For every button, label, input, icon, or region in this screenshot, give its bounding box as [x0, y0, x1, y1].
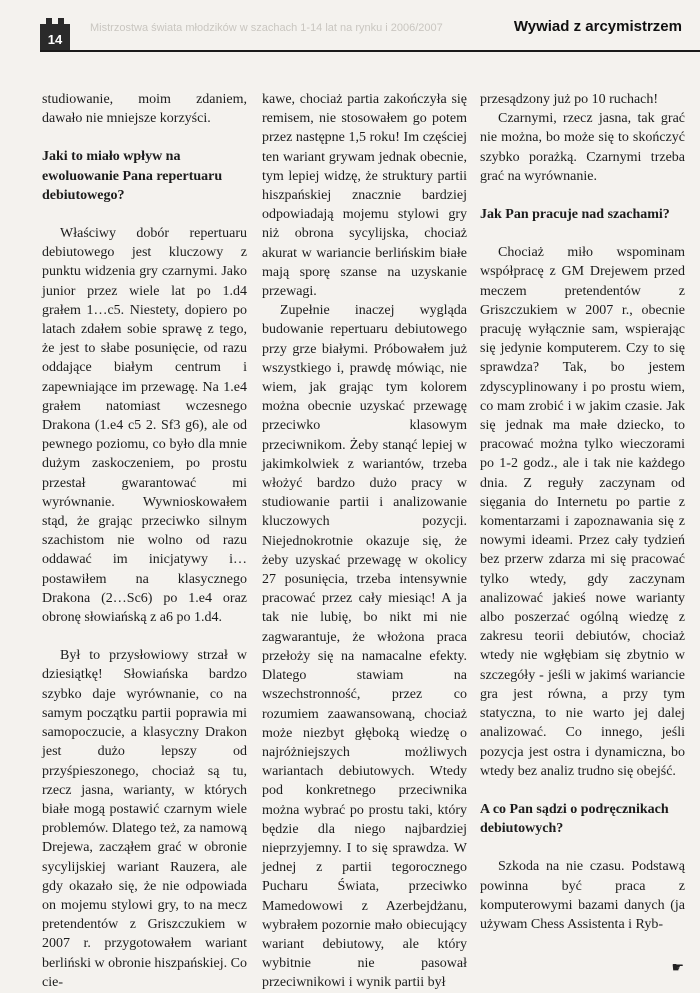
paragraph: Zupełnie inaczej wygląda budowanie repertuaru debiutowego przy grze białymi. Próbowałem już wszystkiego i, prawdę mówiąc, nie wiem, jak grając tym kolorem można obecnie uzyskać przewagę przeciwko klasowym przeciwnikom. Żeby stanąć lepiej w jakimkolwiek z wariantów, trzeba włożyć bardzo dużo pracy w studiowanie partii i analizowanie kluczowych pozycji. Niejednokrotnie okazuje się, że żeby uzyskać przewagę w okolicy 27 posunięcia, trzeba intensywnie pracować przez cały miesiąc! A ja tak nie lubię, bo nikt mi nie zagwarantuje, że włożona praca przełoży się na namacalne efekty. Dlatego stawiam na wszechstronność, przez co rozumiem zaawansowaną, chociaż może niezbyt głęboką wiedzę o najróżniejszych możliwych wariantach debiutowych. Wtedy pod konkretnego przeciwnika można wybrać po prostu taki, który będzie dla niego najbardziej nieprzyjemny. I to się sprawdza. W jednej z partii tegorocznego Pucharu Świata, przeciwko Mamedowowi z Azerbejdżanu, wybrałem pozornie mało obiecujący wariant debiutowy, ale który wybitnie nie pasował przeciwnikowi i wynik partii był	[262, 303, 467, 991]
interview-question: A co Pan sądzi o podręcznikach debiutowych?	[480, 801, 669, 837]
text-column-2	[262, 90, 467, 993]
text-column-1	[42, 90, 247, 992]
paragraph: Był to przysłowiowy strzał w dziesiątkę! Słowiańska bardzo szybko daje wyrównanie, co na samym początku partii poprawia mi samopoczucie, a klasyczny Drakon jest dużo lepszy od przyśpieszonego, chociaż są tu, rzecz jasna, warianty, w których białe mogą postawić czarnym wiele problemów. Dlatego też, za namową Drejewa, zacząłem grać w obronie sycylijskiej wariant Rauzera, ale gdy okazało się, że nie odpowiada on mojemu stylowi gry, to na mecz pretendentów z Griszczukiem w 2007 r. przygotowałem wariant berliński w obronie hiszpańskiej. Co cie-	[42, 648, 247, 990]
page-header	[0, 0, 700, 52]
pointing-hand-icon: ☛	[671, 960, 684, 976]
rook-icon	[52, 18, 58, 24]
paragraph: Chociaż miło wspominam współpracę z GM Drejewem przed meczem pretendentów z Griszczukiem w 2007 r., obecnie pracuję wyłącznie sam, wspierając się jedynie komputerem. Czy to się sprawdza? Tak, bo jestem zdyscyplinowany i po prostu wiem, co mam zrobić i w jakim czasie. Jak się jednak ma małe dziecko, to pracować można tylko wieczorami po 1-2 godz., ale i tak nie każdego dnia. Z reguły zaczynam od sięgania do Internetu po partie z komentarzami i zapoznawania się z nowymi ideami. Przez cały tydzień bez przerw zdarza mi się pracować tylko wtedy, gdy zaczynam analizować jakieś nowe warianty albo poszerzać ogólną wiedzę z zakresu teorii debiutów, chociaż wtedy nie wgłębiam się zbytnio w szczegóły - jeśli w jakimś wariancie gra jest równa, a przy tym statyczna, to nie warto jej dalej analizować. Co innego, jeśli pozycja jest ostra i dynamiczna, bo wtedy bez analiz trudno się obejść.	[480, 245, 685, 779]
page-number-badge	[40, 18, 70, 50]
rook-icon	[64, 18, 70, 24]
paragraph: Szkoda na nie czasu. Podstawą powinna być praca z komputerowymi bazami danych (ja używam Chess Assistenta i Ryb-	[480, 859, 685, 932]
header-rule	[40, 50, 700, 52]
page-number: 14	[47, 32, 63, 47]
paragraph: Właściwy dobór repertuaru debiutowego jest kluczowy z punktu widzenia gry czarnymi. Jako junior przez wiele lat po 1.d4 grałem 1…c5. Niestety, dopiero po latach zdałem sobie sprawę z tego, że jest to słabe posunięcie, od razu oddające białym centrum i zapewniające im przewagę. Na 1.e4 grałem natomiast wczesnego Drakona (1.e4 c5 2. Sf3 g6), ale od pewnego poziomu, co było dla mnie dużym zaskoczeniem, po prostu przestał gwarantować mi wyrównanie. Wywnioskowałem stąd, że grając przeciwko silnym szachistom nie wolno od razu oddawać im inicjatywy i… postawiłem na klasycznego Drakona (2…Sc6) po 1.e4 oraz obronę słowiańską z a6 po 1.d4.	[42, 226, 247, 626]
interview-question: Jak Pan pracuje nad szachami?	[480, 207, 670, 223]
paragraph: kawe, chociaż partia zakończyła się remisem, nie stosowałem go potem przez następne 1,5 roku! Im częściej ten wariant grywam jednak obecnie, tym lepiej widzę, że struktury partii hiszpańskiej znacznie bardziej odpowiadają mojemu stylowi gry niż obrona sycylijska, chociaż akurat w wariancie berlińskim białe mają sporę szanse na uzyskanie przewagi.	[262, 92, 467, 300]
paragraph: przesądzony już po 10 ruchach!	[480, 92, 659, 107]
section-title: Wywiad z arcymistrzem	[513, 18, 682, 35]
paragraph: Czarnymi, rzecz jasna, tak grać nie można, bo może się to skończyć szybko porażką. Czarnymi trzeba grać na wyrównanie.	[480, 111, 685, 184]
rook-icon	[40, 18, 46, 24]
bleed-through-text: Mistrzostwa świata młodzików w szachach 1-14 lat na rynku i 2006/2007	[90, 22, 443, 34]
interview-question: Jaki to miało wpływ na ewoluowanie Pana repertuaru debiutowego?	[42, 149, 223, 203]
text-column-3	[480, 90, 685, 934]
paragraph: studiowanie, moim zdaniem, dawało nie mniejsze korzyści.	[42, 92, 247, 127]
